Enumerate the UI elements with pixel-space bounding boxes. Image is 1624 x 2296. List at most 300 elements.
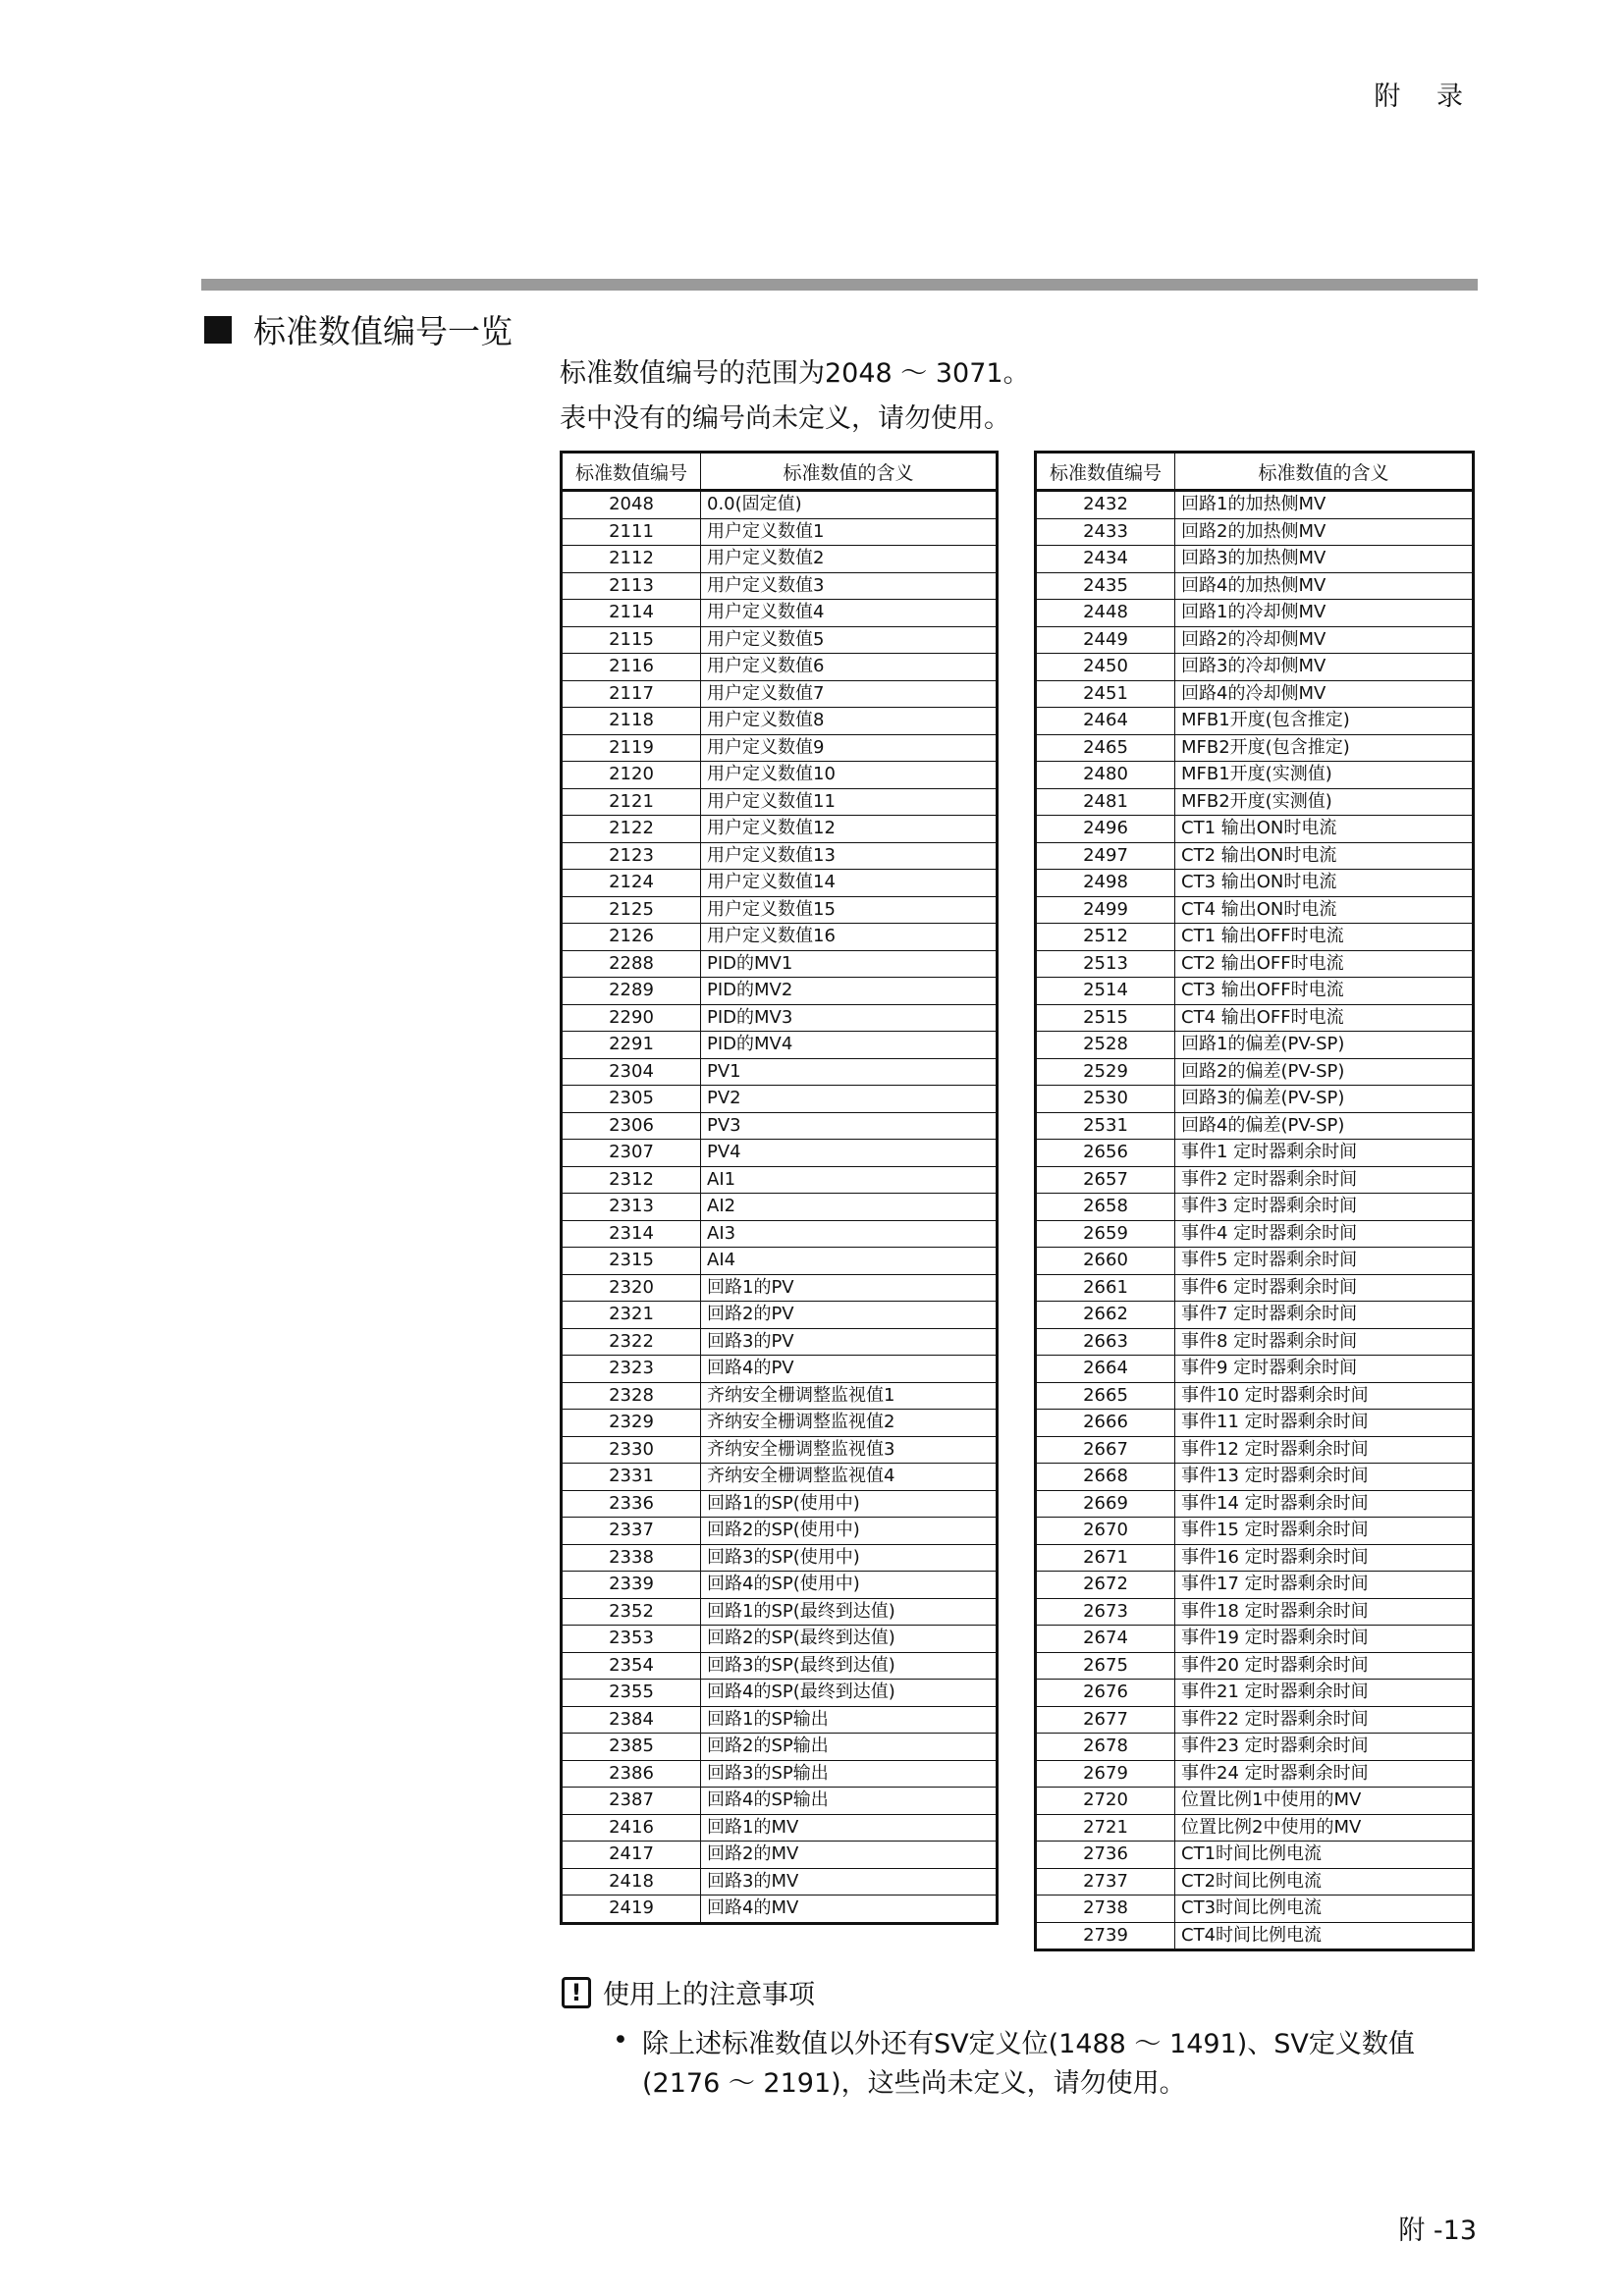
value-meaning-cell: PV1 <box>701 1058 998 1086</box>
value-meaning-cell: 事件3 定时器剩余时间 <box>1175 1194 1474 1221</box>
table-row <box>1036 1140 1474 1167</box>
value-meaning-cell: AI1 <box>701 1166 998 1194</box>
value-code-cell: 2531 <box>1036 1112 1175 1140</box>
value-code-cell: 2048 <box>562 491 701 519</box>
value-code-cell: 2677 <box>1036 1706 1175 1734</box>
value-meaning-cell: 回路2的冷却侧MV <box>1175 626 1474 654</box>
table-row <box>1036 1274 1474 1302</box>
value-meaning-cell: 事件6 定时器剩余时间 <box>1175 1274 1474 1302</box>
value-code-cell: 2123 <box>562 842 701 870</box>
value-code-cell: 2515 <box>1036 1004 1175 1032</box>
value-code-cell: 2118 <box>562 708 701 735</box>
value-code-cell: 2330 <box>562 1436 701 1464</box>
table-row <box>562 1302 998 1329</box>
value-meaning-cell: 回路3的SP(最终到达值) <box>701 1652 998 1680</box>
value-meaning-cell: 位置比例2中使用的MV <box>1175 1814 1474 1842</box>
table-row <box>1036 1194 1474 1221</box>
value-meaning-cell: 用户定义数值7 <box>701 680 998 708</box>
value-meaning-cell: 回路2的SP输出 <box>701 1734 998 1761</box>
value-code-cell: 2116 <box>562 654 701 681</box>
value-code-cell: 2117 <box>562 680 701 708</box>
section-title: 标准数值编号一览 <box>253 312 513 350</box>
table-row <box>562 816 998 843</box>
value-meaning-cell: 用户定义数值14 <box>701 870 998 897</box>
notice-item <box>613 2025 1415 2104</box>
table-row <box>562 1464 998 1491</box>
value-code-cell: 2663 <box>1036 1328 1175 1356</box>
table-row <box>1036 924 1474 951</box>
value-meaning-cell: 用户定义数值1 <box>701 518 998 546</box>
table-row <box>562 1194 998 1221</box>
notice-heading <box>562 1973 1415 2011</box>
table-row <box>1036 1788 1474 1815</box>
value-meaning-cell: 回路4的冷却侧MV <box>1175 680 1474 708</box>
value-code-cell: 2121 <box>562 788 701 816</box>
value-meaning-cell: 回路2的MV <box>701 1842 998 1869</box>
value-meaning-cell: 事件2 定时器剩余时间 <box>1175 1166 1474 1194</box>
table-row <box>562 680 998 708</box>
value-code-cell: 2352 <box>562 1598 701 1626</box>
value-meaning-cell: 用户定义数值15 <box>701 896 998 924</box>
value-code-cell: 2314 <box>562 1220 701 1248</box>
value-meaning-cell: 回路4的PV <box>701 1356 998 1383</box>
value-code-cell: 2673 <box>1036 1598 1175 1626</box>
value-meaning-cell: 回路2的偏差(PV-SP) <box>1175 1058 1474 1086</box>
table-row <box>1036 1490 1474 1518</box>
value-meaning-cell: CT3时间比例电流 <box>1175 1896 1474 1923</box>
value-code-cell: 2111 <box>562 518 701 546</box>
value-code-cell: 2670 <box>1036 1518 1175 1545</box>
value-meaning-cell: 事件14 定时器剩余时间 <box>1175 1490 1474 1518</box>
value-meaning-cell: 回路3的SP(使用中) <box>701 1544 998 1572</box>
value-code-cell: 2738 <box>1036 1896 1175 1923</box>
value-code-cell: 2661 <box>1036 1274 1175 1302</box>
notice-line-2: (2176 ～ 2191)，这些尚未定义，请勿使用。 <box>642 2068 1186 2099</box>
value-code-cell: 2328 <box>562 1382 701 1410</box>
value-meaning-cell: 用户定义数值12 <box>701 816 998 843</box>
value-meaning-cell: CT2 输出ON时电流 <box>1175 842 1474 870</box>
table-row <box>562 1626 998 1653</box>
value-meaning-cell: 回路1的PV <box>701 1274 998 1302</box>
value-code-cell: 2312 <box>562 1166 701 1194</box>
value-code-cell: 2119 <box>562 734 701 762</box>
value-code-cell: 2113 <box>562 572 701 600</box>
value-meaning-cell: 用户定义数值10 <box>701 762 998 789</box>
table-row <box>562 1328 998 1356</box>
value-meaning-cell: CT1时间比例电流 <box>1175 1842 1474 1869</box>
table-row <box>562 491 998 519</box>
value-code-cell: 2320 <box>562 1274 701 1302</box>
value-meaning-cell: PV3 <box>701 1112 998 1140</box>
table-row <box>1036 546 1474 573</box>
value-meaning-cell: CT3 输出ON时电流 <box>1175 870 1474 897</box>
value-code-cell: 2288 <box>562 950 701 978</box>
value-code-cell: 2124 <box>562 870 701 897</box>
table-row <box>1036 1842 1474 1869</box>
value-code-cell: 2668 <box>1036 1464 1175 1491</box>
value-code-cell: 2321 <box>562 1302 701 1329</box>
table-row <box>1036 1004 1474 1032</box>
table-row <box>1036 491 1474 519</box>
table-row <box>1036 978 1474 1005</box>
value-meaning-cell: 用户定义数值9 <box>701 734 998 762</box>
table-row <box>1036 1760 1474 1788</box>
value-code-cell: 2736 <box>1036 1842 1175 1869</box>
value-code-cell: 2450 <box>1036 654 1175 681</box>
value-code-cell: 2676 <box>1036 1680 1175 1707</box>
value-code-cell: 2126 <box>562 924 701 951</box>
table-row <box>562 1868 998 1896</box>
bullet-icon: • <box>613 2025 628 2056</box>
value-meaning-cell: 事件21 定时器剩余时间 <box>1175 1680 1474 1707</box>
notice-title: 使用上的注意事项 <box>603 1980 815 2010</box>
value-code-cell: 2666 <box>1036 1410 1175 1437</box>
value-code-cell: 2464 <box>1036 708 1175 735</box>
value-code-cell: 2353 <box>562 1626 701 1653</box>
value-meaning-cell: 回路3的SP输出 <box>701 1760 998 1788</box>
table-row <box>1036 1734 1474 1761</box>
value-code-cell: 2674 <box>1036 1626 1175 1653</box>
table-row <box>1036 1248 1474 1275</box>
table-row <box>562 1652 998 1680</box>
value-code-cell: 2528 <box>1036 1032 1175 1059</box>
table-row <box>1036 1814 1474 1842</box>
table-row <box>1036 1058 1474 1086</box>
chapter-label: 附 录 <box>1374 81 1477 112</box>
value-meaning-cell: 事件17 定时器剩余时间 <box>1175 1572 1474 1599</box>
table-row <box>562 924 998 951</box>
value-meaning-cell: 回路1的偏差(PV-SP) <box>1175 1032 1474 1059</box>
table-row <box>1036 870 1474 897</box>
value-code-cell: 2122 <box>562 816 701 843</box>
table-row <box>562 546 998 573</box>
value-code-cell: 2305 <box>562 1086 701 1113</box>
value-code-cell: 2496 <box>1036 816 1175 843</box>
value-code-cell: 2336 <box>562 1490 701 1518</box>
table-row <box>1036 1328 1474 1356</box>
value-meaning-cell: 回路1的SP输出 <box>701 1706 998 1734</box>
value-code-cell: 2291 <box>562 1032 701 1059</box>
table-row <box>562 1518 998 1545</box>
value-meaning-cell: MFB1开度(包含推定) <box>1175 708 1474 735</box>
section-divider <box>201 279 1478 291</box>
table-row <box>1036 518 1474 546</box>
column-header-meaning: 标准数值的含义 <box>701 453 998 491</box>
value-meaning-cell: AI4 <box>701 1248 998 1275</box>
table-row <box>562 1248 998 1275</box>
value-meaning-cell: PID的MV3 <box>701 1004 998 1032</box>
table-row <box>562 1356 998 1383</box>
value-meaning-cell: 位置比例1中使用的MV <box>1175 1788 1474 1815</box>
table-header-row <box>1036 453 1474 491</box>
value-meaning-cell: 事件24 定时器剩余时间 <box>1175 1760 1474 1788</box>
value-code-cell: 2513 <box>1036 950 1175 978</box>
value-meaning-cell: 齐纳安全栅调整监视值4 <box>701 1464 998 1491</box>
value-code-cell: 2678 <box>1036 1734 1175 1761</box>
table-row <box>1036 1112 1474 1140</box>
value-meaning-cell: AI2 <box>701 1194 998 1221</box>
value-code-cell: 2432 <box>1036 491 1175 519</box>
table-row <box>562 626 998 654</box>
value-code-cell: 2739 <box>1036 1922 1175 1950</box>
table-row <box>562 1004 998 1032</box>
value-meaning-cell: PV4 <box>701 1140 998 1167</box>
table-row <box>1036 816 1474 843</box>
value-meaning-cell: 回路3的冷却侧MV <box>1175 654 1474 681</box>
value-meaning-cell: 事件16 定时器剩余时间 <box>1175 1544 1474 1572</box>
value-code-cell: 2720 <box>1036 1788 1175 1815</box>
value-meaning-cell: 事件11 定时器剩余时间 <box>1175 1410 1474 1437</box>
value-meaning-cell: CT2 输出OFF时电流 <box>1175 950 1474 978</box>
value-meaning-cell: 用户定义数值2 <box>701 546 998 573</box>
table-row <box>562 842 998 870</box>
table-row <box>1036 1518 1474 1545</box>
table-row <box>562 1788 998 1815</box>
value-meaning-cell: 回路1的加热侧MV <box>1175 491 1474 519</box>
value-meaning-cell: 回路3的偏差(PV-SP) <box>1175 1086 1474 1113</box>
table-row <box>1036 842 1474 870</box>
value-meaning-cell: 事件9 定时器剩余时间 <box>1175 1356 1474 1383</box>
value-code-cell: 2354 <box>562 1652 701 1680</box>
value-meaning-cell: 用户定义数值4 <box>701 600 998 627</box>
table-row <box>1036 896 1474 924</box>
value-meaning-cell: 用户定义数值3 <box>701 572 998 600</box>
value-code-cell: 2387 <box>562 1788 701 1815</box>
value-meaning-cell: 事件4 定时器剩余时间 <box>1175 1220 1474 1248</box>
value-code-cell: 2329 <box>562 1410 701 1437</box>
value-meaning-cell: 事件19 定时器剩余时间 <box>1175 1626 1474 1653</box>
table-row <box>1036 1544 1474 1572</box>
table-row <box>562 1166 998 1194</box>
value-code-cell: 2679 <box>1036 1760 1175 1788</box>
value-code-cell: 2497 <box>1036 842 1175 870</box>
value-code-cell: 2512 <box>1036 924 1175 951</box>
table-row <box>562 1760 998 1788</box>
table-row <box>562 1598 998 1626</box>
table-row <box>562 896 998 924</box>
value-meaning-cell: 事件12 定时器剩余时间 <box>1175 1436 1474 1464</box>
table-row <box>1036 1598 1474 1626</box>
table-row <box>562 950 998 978</box>
value-meaning-cell: 回路2的PV <box>701 1302 998 1329</box>
value-code-cell: 2660 <box>1036 1248 1175 1275</box>
table-row <box>1036 1706 1474 1734</box>
value-code-cell: 2337 <box>562 1518 701 1545</box>
table-row <box>1036 1032 1474 1059</box>
value-code-cell: 2433 <box>1036 518 1175 546</box>
table-row <box>1036 734 1474 762</box>
table-row <box>1036 788 1474 816</box>
value-code-cell: 2514 <box>1036 978 1175 1005</box>
value-code-cell: 2669 <box>1036 1490 1175 1518</box>
value-meaning-cell: MFB2开度(包含推定) <box>1175 734 1474 762</box>
table-row <box>562 518 998 546</box>
value-code-cell: 2125 <box>562 896 701 924</box>
table-row <box>562 1544 998 1572</box>
value-code-cell: 2322 <box>562 1328 701 1356</box>
table-row <box>1036 1302 1474 1329</box>
value-meaning-cell: CT1 输出ON时电流 <box>1175 816 1474 843</box>
value-meaning-cell: PID的MV4 <box>701 1032 998 1059</box>
table-row <box>1036 950 1474 978</box>
table-row <box>562 1086 998 1113</box>
value-meaning-cell: 事件10 定时器剩余时间 <box>1175 1382 1474 1410</box>
table-row <box>562 1572 998 1599</box>
intro-line-1: 标准数值编号的范围为2048 ～ 3071。 <box>560 358 1030 389</box>
value-code-cell: 2386 <box>562 1760 701 1788</box>
value-meaning-cell: 齐纳安全栅调整监视值2 <box>701 1410 998 1437</box>
table-row <box>562 1032 998 1059</box>
table-row <box>1036 1868 1474 1896</box>
table-row <box>562 1814 998 1842</box>
value-code-cell: 2115 <box>562 626 701 654</box>
value-meaning-cell: 回路4的偏差(PV-SP) <box>1175 1112 1474 1140</box>
table-row <box>1036 1652 1474 1680</box>
value-meaning-cell: 事件7 定时器剩余时间 <box>1175 1302 1474 1329</box>
value-code-cell: 2313 <box>562 1194 701 1221</box>
value-code-cell: 2338 <box>562 1544 701 1572</box>
value-meaning-cell: 回路1的MV <box>701 1814 998 1842</box>
table-row <box>562 1410 998 1437</box>
value-meaning-cell: 0.0(固定值) <box>701 491 998 519</box>
table-row <box>562 1140 998 1167</box>
table-row <box>1036 600 1474 627</box>
value-code-cell: 2419 <box>562 1896 701 1924</box>
table-row <box>562 572 998 600</box>
value-code-cell: 2665 <box>1036 1382 1175 1410</box>
table-row <box>1036 654 1474 681</box>
value-meaning-cell: CT4 输出ON时电流 <box>1175 896 1474 924</box>
value-meaning-cell: CT3 输出OFF时电流 <box>1175 978 1474 1005</box>
value-meaning-cell: CT4时间比例电流 <box>1175 1922 1474 1950</box>
value-code-cell: 2529 <box>1036 1058 1175 1086</box>
value-meaning-cell: 回路4的MV <box>701 1896 998 1924</box>
table-row <box>1036 1220 1474 1248</box>
value-code-cell: 2323 <box>562 1356 701 1383</box>
table-row <box>562 1896 998 1924</box>
value-meaning-cell: 用户定义数值6 <box>701 654 998 681</box>
value-code-cell: 2355 <box>562 1680 701 1707</box>
caution-icon: ! <box>562 1977 591 2008</box>
table-row <box>1036 1626 1474 1653</box>
value-meaning-cell: MFB2开度(实测值) <box>1175 788 1474 816</box>
table-row <box>1036 572 1474 600</box>
value-meaning-cell: 回路2的SP(最终到达值) <box>701 1626 998 1653</box>
value-meaning-cell: 回路1的冷却侧MV <box>1175 600 1474 627</box>
value-meaning-cell: PV2 <box>701 1086 998 1113</box>
value-code-cell: 2671 <box>1036 1544 1175 1572</box>
table-row <box>562 708 998 735</box>
table-row <box>1036 1680 1474 1707</box>
value-meaning-cell: 事件22 定时器剩余时间 <box>1175 1706 1474 1734</box>
table-row <box>1036 1356 1474 1383</box>
table-row <box>1036 1572 1474 1599</box>
value-meaning-cell: 回路4的SP(最终到达值) <box>701 1680 998 1707</box>
value-meaning-cell: 用户定义数值5 <box>701 626 998 654</box>
value-meaning-cell: 事件8 定时器剩余时间 <box>1175 1328 1474 1356</box>
value-meaning-cell: 回路4的SP(使用中) <box>701 1572 998 1599</box>
table-row <box>1036 1436 1474 1464</box>
table-row <box>562 1706 998 1734</box>
value-code-cell: 2331 <box>562 1464 701 1491</box>
table-row <box>1036 1166 1474 1194</box>
value-meaning-cell: 回路4的加热侧MV <box>1175 572 1474 600</box>
table-row <box>1036 680 1474 708</box>
value-meaning-cell: AI3 <box>701 1220 998 1248</box>
value-code-cell: 2434 <box>1036 546 1175 573</box>
value-meaning-cell: 事件18 定时器剩余时间 <box>1175 1598 1474 1626</box>
value-code-cell: 2657 <box>1036 1166 1175 1194</box>
usage-notice <box>562 1973 1415 2104</box>
table-row <box>562 1220 998 1248</box>
value-code-cell: 2737 <box>1036 1868 1175 1896</box>
value-code-cell: 2417 <box>562 1842 701 1869</box>
value-meaning-cell: MFB1开度(实测值) <box>1175 762 1474 789</box>
page-number: 附 -13 <box>1398 2216 1477 2246</box>
value-meaning-cell: 回路3的PV <box>701 1328 998 1356</box>
column-header-code: 标准数值编号 <box>1036 453 1175 491</box>
table-row <box>1036 1382 1474 1410</box>
value-code-cell: 2448 <box>1036 600 1175 627</box>
value-meaning-cell: 用户定义数值8 <box>701 708 998 735</box>
value-code-cell: 2307 <box>562 1140 701 1167</box>
value-code-cell: 2499 <box>1036 896 1175 924</box>
value-code-cell: 2667 <box>1036 1436 1175 1464</box>
standard-values-table-left <box>560 451 999 1925</box>
table-row <box>562 978 998 1005</box>
value-code-cell: 2315 <box>562 1248 701 1275</box>
value-code-cell: 2112 <box>562 546 701 573</box>
value-code-cell: 2480 <box>1036 762 1175 789</box>
value-meaning-cell: 事件1 定时器剩余时间 <box>1175 1140 1474 1167</box>
section-heading <box>204 306 513 352</box>
value-code-cell: 2675 <box>1036 1652 1175 1680</box>
value-code-cell: 2385 <box>562 1734 701 1761</box>
value-meaning-cell: 齐纳安全栅调整监视值3 <box>701 1436 998 1464</box>
value-meaning-cell: 事件15 定时器剩余时间 <box>1175 1518 1474 1545</box>
table-header-row <box>562 453 998 491</box>
value-code-cell: 2384 <box>562 1706 701 1734</box>
value-code-cell: 2672 <box>1036 1572 1175 1599</box>
notice-line-1: 除上述标准数值以外还有SV定义位(1488 ～ 1491)、SV定义数值 <box>642 2029 1415 2059</box>
table-row <box>562 654 998 681</box>
value-meaning-cell: PID的MV2 <box>701 978 998 1005</box>
value-code-cell: 2449 <box>1036 626 1175 654</box>
value-code-cell: 2451 <box>1036 680 1175 708</box>
value-code-cell: 2659 <box>1036 1220 1175 1248</box>
value-code-cell: 2416 <box>562 1814 701 1842</box>
table-row <box>562 600 998 627</box>
value-code-cell: 2120 <box>562 762 701 789</box>
value-meaning-cell: 回路3的MV <box>701 1868 998 1896</box>
value-code-cell: 2465 <box>1036 734 1175 762</box>
table-row <box>1036 1896 1474 1923</box>
value-meaning-cell: 事件23 定时器剩余时间 <box>1175 1734 1474 1761</box>
value-code-cell: 2339 <box>562 1572 701 1599</box>
table-row <box>1036 1410 1474 1437</box>
value-code-cell: 2664 <box>1036 1356 1175 1383</box>
value-meaning-cell: CT2时间比例电流 <box>1175 1868 1474 1896</box>
table-row <box>562 788 998 816</box>
table-row <box>562 1112 998 1140</box>
column-header-code: 标准数值编号 <box>562 453 701 491</box>
value-code-cell: 2498 <box>1036 870 1175 897</box>
value-code-cell: 2306 <box>562 1112 701 1140</box>
value-code-cell: 2304 <box>562 1058 701 1086</box>
table-row <box>562 870 998 897</box>
table-row <box>1036 708 1474 735</box>
value-meaning-cell: 回路1的SP(使用中) <box>701 1490 998 1518</box>
